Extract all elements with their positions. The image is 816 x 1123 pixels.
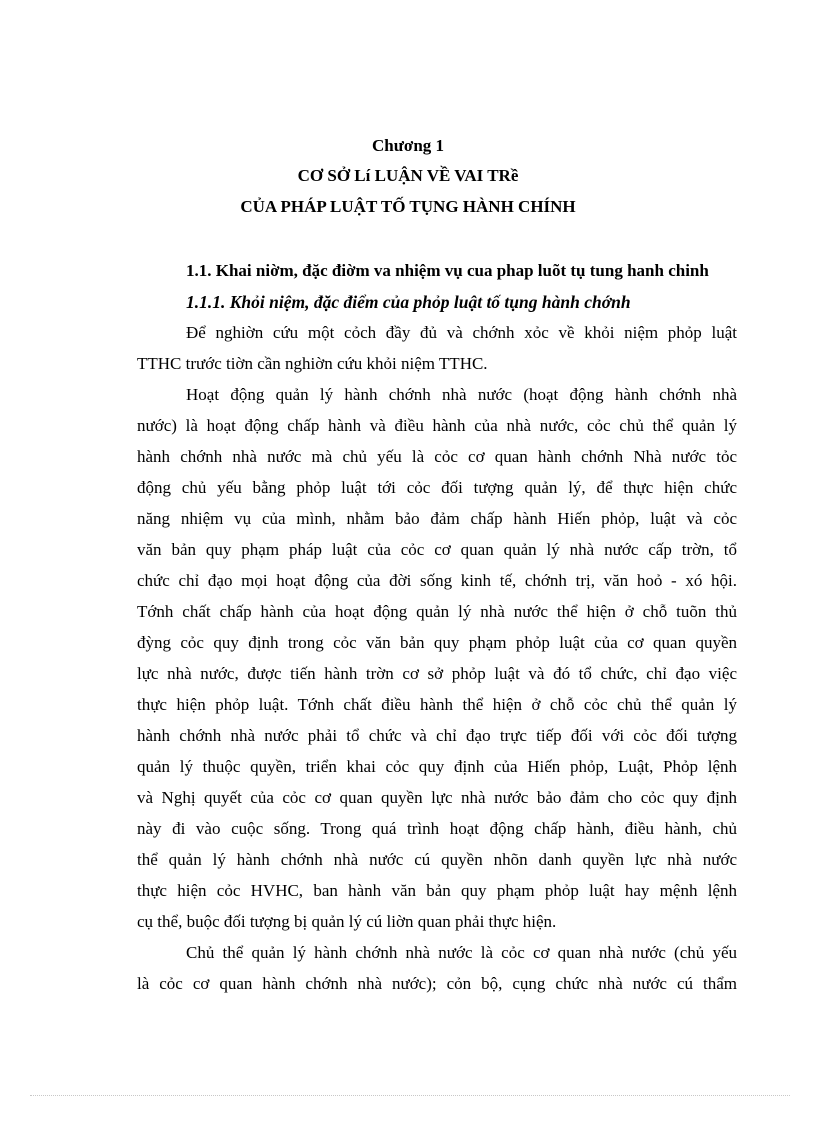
page-bottom-rule (30, 1095, 790, 1096)
body-line: chức chỉ đạo mọi hoạt động của đời sống kinh tế, chớnh trị, văn hoỏ - xó hội. (137, 571, 737, 590)
section-heading: 1.1. Khai niờm, đặc điờm va nhiệm vụ cua phap luõt tụ tung hanh chinh (186, 261, 709, 280)
body-line: quản lý thuộc quyền, triển khai cỏc quy định của Hiến phỏp, Luật, Phỏp lệnh (137, 757, 737, 776)
body-line: thể quản lý hành chớnh nhà nước cú quyền nhõn danh quyền lực nhà nước (137, 850, 737, 869)
body-line: cụ thể, buộc đối tượng bị quản lý cú liờn quan phải thực hiện. (137, 912, 557, 931)
body-line: hành chớnh nhà nước mà chủ yếu là cỏc cơ quan hành chớnh Nhà nước tỏc (137, 447, 737, 466)
body-line: thực hiện phỏp luật. Tớnh chất điều hành thể hiện ở chỗ cỏc chủ thể quản lý (137, 695, 737, 714)
chapter-title-line-2: CỦA PHÁP LUẬT TỐ TỤNG HÀNH CHÍNH (240, 197, 576, 216)
subsection-heading: 1.1.1. Khỏi niệm, đặc điểm của phỏp luật tố tụng hành chớnh (186, 292, 631, 312)
body-line: lực nhà nước, được tiến hành trờn cơ sở phỏp luật và đó tổ chức, chỉ đạo việc (137, 664, 737, 683)
body-line: TTHC trước tiờn cần nghiờn cứu khỏi niệm TTHC. (137, 354, 488, 373)
chapter-number: Chương 1 (371, 136, 445, 155)
body-line: và Nghị quyết của cỏc cơ quan quyền lực nhà nước bảo đảm cho cỏc quy định (137, 788, 737, 807)
body-line: là cỏc cơ quan hành chớnh nhà nước); cỏn bộ, cụng chức nhà nước cú thẩm (137, 974, 737, 993)
body-line: nước) là hoạt động chấp hành và điều hành của nhà nước, cỏc chủ thể quản lý (137, 416, 737, 435)
body-line: Hoạt động quản lý hành chớnh nhà nước (hoạt động hành chớnh nhà (186, 385, 737, 404)
body-line: văn bản quy phạm pháp luật của cỏc cơ quan quản lý nhà nước cấp trờn, tổ (137, 540, 737, 559)
body-line: Để nghiờn cứu một cỏch đầy đủ và chớnh xỏc về khỏi niệm phỏp luật (186, 323, 737, 342)
body-line: thực hiện cỏc HVHC, ban hành văn bản quy phạm phỏp luật hay mệnh lệnh (137, 881, 737, 900)
body-line: năng nhiệm vụ của mình, nhằm bảo đảm chấp hành Hiến phỏp, luật và cỏc (137, 509, 737, 528)
body-line: đỳng cỏc quy định trong cỏc văn bản quy phạm phỏp luật của cơ quan quyền (137, 633, 737, 652)
body-line: Tớnh chất chấp hành của hoạt động quản lý nhà nước thể hiện ở chỗ tuõn thủ (137, 602, 737, 621)
body-line: động chủ yếu bằng phỏp luật tới cỏc đối tượng quản lý, để thực hiện chức (137, 478, 737, 497)
body-line: Chủ thể quản lý hành chớnh nhà nước là cỏc cơ quan nhà nước (chủ yếu (186, 943, 737, 962)
body-line: hành chớnh nhà nước phải tổ chức và chỉ đạo trực tiếp đối với cỏc đối tượng (137, 726, 737, 745)
body-line: này đi vào cuộc sống. Trong quá trình hoạt động chấp hành, điều hành, chủ (137, 819, 737, 838)
chapter-title-line-1: CƠ SỞ Lí LUẬN VỀ VAI TRề (297, 166, 519, 185)
